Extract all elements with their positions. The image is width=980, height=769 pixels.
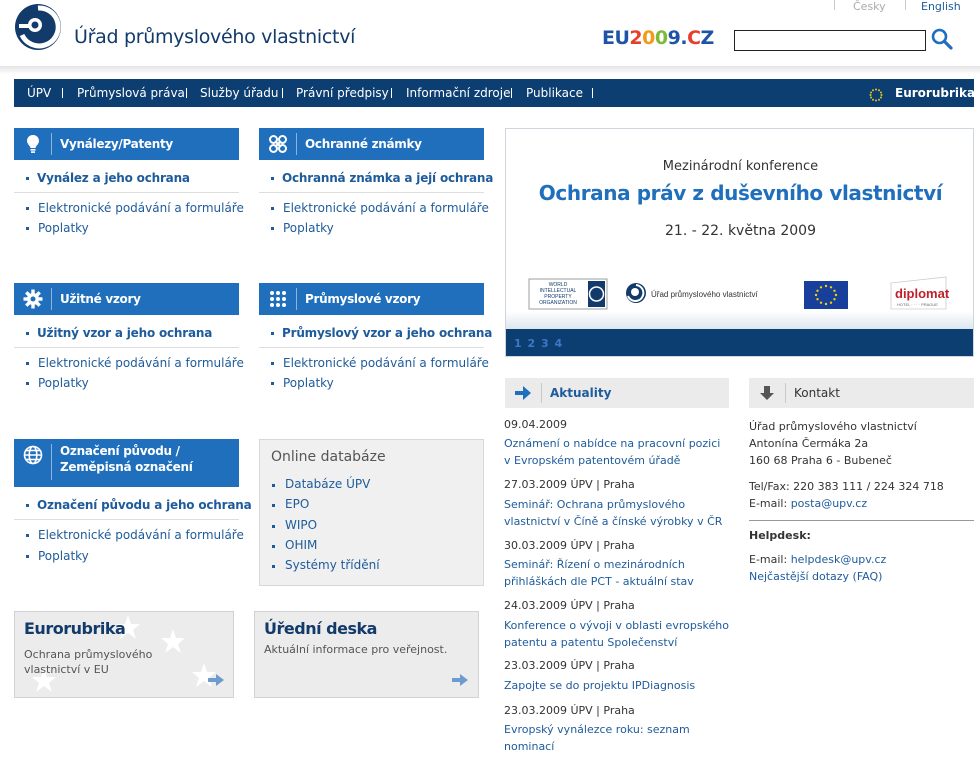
bullet [271,332,274,335]
design-e-filing-link[interactable]: Elektronické podávání a formuláře [283,356,489,370]
wipo-logo-icon [529,279,607,309]
bullet [26,504,29,507]
official-board-text: Aktuální informace pro veřejnost. [264,643,448,656]
bullet [26,332,29,335]
contact-email-label: E-mail: [749,497,791,510]
bullet [26,555,29,558]
bullet [26,382,29,385]
news-date: 30.03.2009 ÚPV | Praha [504,539,635,552]
eu2009-letter: E [602,27,615,49]
online-databases-title: Online databáze [271,449,386,465]
db-link-wipo[interactable]: WIPO [285,518,318,532]
utility-fees-link[interactable]: Poplatky [38,376,89,390]
eurorubrika-title: Eurorubrika [24,619,126,638]
lightbulb-icon [22,133,44,155]
helpdesk-title: Helpdesk: [749,529,811,542]
category-title [60,443,193,475]
nav-item-info-sources[interactable]: Informační zdroje [406,86,511,100]
trademark-e-filing-link[interactable]: Elektronické podávání a formuláře [283,201,489,215]
nav-separator [186,88,187,98]
arrow-right-icon[interactable] [452,674,468,686]
category-title: Vynálezy/Patenty [60,137,173,151]
lang-separator [905,0,906,10]
news-date: 23.03.2009 ÚPV | Praha [504,659,635,672]
category-header-origin[interactable] [14,439,239,487]
design-fees-link[interactable]: Poplatky [283,376,334,390]
nav-eurorubrika-link[interactable]: Eurorubrika [895,86,976,100]
banner-date: 21. - 22. května 2009 [665,223,816,239]
wipo-text-line: INTELLECTUAL [539,288,577,294]
divider [259,192,484,193]
online-databases-box [259,439,484,586]
knot-icon [267,133,289,155]
contact-email-row [749,497,867,510]
nav-separator [511,88,512,98]
eu2009-letter: C [687,27,701,49]
nav-item-industrial-rights[interactable]: Průmyslová práva [77,86,185,100]
db-link-classification[interactable]: Systémy třídění [285,558,380,572]
contact-header [749,378,974,408]
nav-separator [391,88,392,98]
bullet [26,207,29,210]
category-title: Průmyslové vzory [305,292,421,306]
search-input[interactable] [734,30,926,51]
category-header-utility-models[interactable] [14,283,239,315]
header-divider [785,383,786,403]
news-item-link[interactable]: Zapojte se do projektu IPDiagnosis [504,679,696,692]
banner-kicker: Mezinárodní konference [662,159,819,174]
news-item-link[interactable]: Seminář: Řízení o mezinárodních přihláškách dle PCT - aktuální stav [504,558,694,588]
bullet [26,362,29,365]
arrow-right-icon[interactable] [208,674,224,686]
eu2009-letter: 0 [642,27,655,49]
arrow-down-icon [759,386,775,400]
divider [14,347,239,348]
bullet [26,177,29,180]
upv-small-text: Úřad průmyslového vlastnictví [651,290,758,299]
utility-model-protection-link[interactable]: Užitný vzor a jeho ochrana [37,326,213,340]
main-nav [14,79,974,107]
category-title-line: Označení původu / [60,444,180,458]
banner-gradient [506,311,974,329]
bullet [26,534,29,537]
header-divider [541,383,542,403]
contact-email-link[interactable]: posta@upv.cz [790,497,868,510]
official-board-title: Úřední deska [264,619,377,638]
faq-row [749,570,882,583]
bullet [272,525,275,528]
header-divider [51,288,52,310]
diplomat-sub-text: HOTEL · · · · PRAGUE [897,302,938,307]
arrow-right-icon [515,386,531,400]
bullet [272,504,275,507]
news-date: 27.03.2009 ÚPV | Praha [504,478,635,491]
star-icon [160,628,186,654]
nav-separator [282,88,283,98]
official-board-promo[interactable] [254,611,479,698]
lang-separator [834,0,835,10]
wipo-text-line: WORLD [548,282,568,288]
contact-org: Úřad průmyslového vlastnictví [749,420,917,433]
bullet [271,177,274,180]
gear-icon [22,288,44,310]
bullet [271,207,274,210]
header-divider [296,288,297,310]
nav-item-legislation[interactable]: Právní předpisy [296,86,389,100]
header-divider [51,133,52,155]
nav-item-publications[interactable]: Publikace [526,86,583,100]
news-title[interactable]: Aktuality [550,386,612,400]
contact-city: 160 68 Praha 6 - Bubeneč [749,454,892,467]
eu2009-letter: 9 [667,27,681,49]
header-divider [0,66,980,74]
bullet [272,545,275,548]
nav-separator [62,88,63,98]
eu2009-letter: 2 [629,27,643,49]
nav-separator [592,88,593,98]
news-header [505,378,729,408]
helpdesk-email-row [749,553,886,566]
utility-e-filing-link[interactable]: Elektronické podávání a formuláře [38,356,244,370]
globe-icon [22,444,44,466]
diplomat-text: diplomat [895,286,950,301]
eu2009-letter: U [614,27,630,49]
eurorubrika-text: Ochrana průmyslového [24,648,153,661]
eurorubrika-text: vlastnictví v EU [24,663,109,676]
bullet [271,382,274,385]
category-title: Užitné vzory [60,292,141,306]
diplomat-hotel-logo-icon [891,277,950,309]
wipo-text-line: ORGANIZATION [539,300,577,306]
nav-item-upv[interactable]: ÚPV [27,86,52,100]
trademark-protection-link[interactable]: Ochranná známka a její ochrana [282,171,494,185]
divider [14,192,239,193]
banner-logos [506,269,974,314]
wipo-text-line: PROPERTY [544,294,572,300]
patent-e-filing-link[interactable]: Elektronické podávání a formuláře [38,201,244,215]
banner-title: Ochrana práv z duševního vlastnictví [538,181,943,205]
eurorubrika-promo[interactable] [14,611,234,698]
lang-english-link[interactable]: English [921,0,961,13]
db-link-upv[interactable]: Databáze ÚPV [285,477,371,491]
eu-stars-icon [869,88,883,102]
eu2009-letter: 0 [654,27,668,49]
eu2009-letter: Z [700,27,714,49]
faq-link[interactable]: Nejčastější dotazy (FAQ) [749,570,883,583]
db-link-epo[interactable]: EPO [285,497,310,511]
site-title[interactable]: Úřad průmyslového vlastnictví [74,26,356,48]
bullet [271,362,274,365]
nav-item-services[interactable]: Služby úřadu [200,86,279,100]
dots-grid-icon [267,288,289,310]
bullet [272,565,275,568]
news-item-link[interactable]: Konference o vývoji v oblasti evropského patentu a patentu Společenství [504,619,729,649]
header-divider [296,133,297,155]
origin-fees-link[interactable]: Poplatky [38,549,89,563]
helpdesk-email-link[interactable]: helpdesk@upv.cz [790,553,887,566]
search-icon[interactable] [930,27,954,51]
eu2009-letter: . [680,27,688,49]
news-item-link[interactable]: Seminář: Ochrana průmyslového vlastnictví v Číně a čínské výrobky v ČR [504,498,723,528]
category-header-industrial-designs[interactable] [259,283,484,315]
divider [14,519,239,520]
contact-title: Kontakt [794,386,840,400]
patent-fees-link[interactable]: Poplatky [38,221,89,235]
db-link-ohim[interactable]: OHIM [285,538,318,552]
patent-protection-link[interactable]: Vynález a jeho ochrana [37,171,190,185]
trademark-fees-link[interactable]: Poplatky [283,221,334,235]
bullet [272,484,275,487]
eu2009-logo[interactable] [602,27,714,49]
header-divider [51,444,52,480]
category-title: Ochranné známky [305,137,422,151]
conference-banner[interactable] [505,128,974,357]
news-item-link[interactable]: Oznámení o nabídce na pracovní pozici v Evropském patentovém úřadě [504,437,721,467]
lang-czech-link[interactable]: Česky [853,0,886,13]
category-header-patents[interactable] [14,128,239,160]
divider [259,347,484,348]
news-date: 09.04.2009 [504,418,567,431]
banner-pager[interactable]: 1 2 3 4 [514,337,564,350]
upv-small-logo-icon [626,283,758,303]
contact-telfax: Tel/Fax: 220 383 111 / 224 324 718 [749,480,944,493]
divider [749,520,974,521]
contact-street: Antonína Čermáka 2a [749,437,869,450]
eu-flag-icon [804,281,848,309]
upv-logo-icon[interactable] [13,2,63,52]
bullet [271,227,274,230]
site-header [0,0,980,68]
helpdesk-email-label: E-mail: [749,553,791,566]
origin-protection-link[interactable]: Označení původu a jeho ochrana [37,498,252,512]
design-protection-link[interactable]: Průmyslový vzor a jeho ochrana [282,326,493,340]
banner-pager-bar [506,329,974,357]
news-item-link[interactable]: Evropský vynálezce roku: seznam nominací [504,723,690,753]
news-date: 24.03.2009 ÚPV | Praha [504,599,635,612]
category-header-trademarks[interactable] [259,128,484,160]
bullet [26,227,29,230]
news-date: 23.03.2009 ÚPV | Praha [504,704,635,717]
origin-e-filing-link[interactable]: Elektronické podávání a formuláře [38,528,244,542]
category-title-line: Zeměpisná označení [60,460,193,474]
